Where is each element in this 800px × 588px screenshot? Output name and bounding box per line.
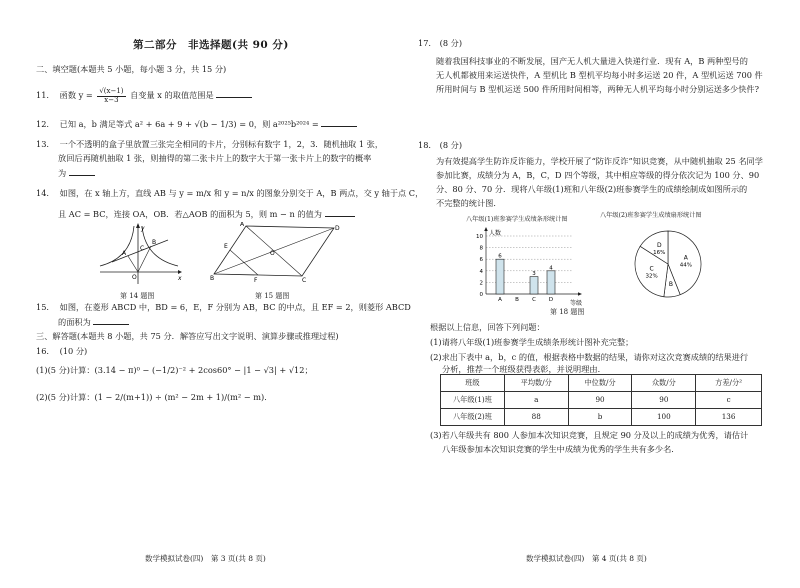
y-axis-arrow — [484, 227, 488, 231]
question-score: (8 分) — [439, 140, 463, 150]
table-cell: 90 — [632, 392, 696, 409]
question-16 — [36, 346, 87, 357]
figure-14-caption: 第 14 题图 — [120, 292, 155, 300]
x-tick-label: B — [515, 297, 519, 303]
answer-blank[interactable] — [321, 118, 357, 127]
vertex-c-label: C — [302, 277, 307, 282]
x-axis-arrow — [578, 292, 582, 296]
ask-3-line-2: 八年级参加本次知识竞赛的学生中成绩为优秀的学生共有多少名． — [442, 444, 680, 454]
q12-text: 已知 a，b 满足等式 a² + 6a + 9 + √(b − 1/3) = 0，则 a²⁰²⁵b²⁰²⁴ = — [59, 119, 319, 129]
pie-slice-percent: 44% — [679, 262, 692, 269]
question-14 — [36, 188, 423, 199]
q14-line-1: 如图，在 x 轴上方，直线 AB 与 y = m/x 和 y = n/x 的图象分别交于 A，B 两点，交 y 轴于点 C， — [59, 188, 424, 198]
table-cell: 八年级(2)班 — [441, 409, 505, 426]
table-header: 平均数/分 — [504, 375, 568, 392]
ask-3-line-1: (3)若八年级共有 800 人参加本次知识竞赛，且规定 90 分及以上的成绩为优秀，请估计 — [430, 430, 749, 440]
question-number: 12. — [36, 119, 50, 129]
bar — [530, 277, 538, 294]
q17-line-1: 随着我国科技事业的不断发展，国产无人机大量进入快递行业．现有 A，B 两种型号的 — [436, 56, 748, 66]
table-cell: a — [504, 392, 568, 409]
part-title: 第二部分 非选择题(共 90 分) — [133, 39, 289, 51]
table-cell: 八年级(1)班 — [441, 392, 505, 409]
section-3-heading: 三、解答题(本题共 8 小题，共 75 分．解答应写出文字说明、演算步骤或推理过程) — [36, 331, 339, 341]
point-b-label: B — [152, 239, 157, 246]
pie-slice-label: A — [683, 254, 688, 262]
page-footer: 数学模拟试卷(四) 第 3 页(共 8 页) — [145, 554, 266, 563]
figure-14-graph — [98, 222, 184, 286]
question-12 — [36, 118, 357, 130]
answer-blank[interactable] — [325, 208, 355, 217]
q15-line-2 — [58, 316, 129, 328]
y-axis-label: 人数 — [489, 230, 502, 237]
bar — [547, 271, 555, 294]
question-score: (8 分) — [439, 38, 463, 48]
question-number: 18. — [418, 140, 432, 150]
table-cell: 90 — [568, 392, 632, 409]
q15-line-1: 如图，在菱形 ABCD 中，BD = 6，E，F 分别为 AB，BC 的中点，且 EF = 2，则菱形 ABCD — [59, 302, 411, 312]
table-row — [441, 409, 762, 426]
table-header: 众数/分 — [632, 375, 696, 392]
question-number: 11. — [36, 90, 50, 101]
q14-line-2-text: 且 AC = BC，连接 OA，OB．若△AOB 的面积为 5，则 m − n 的值为 — [58, 209, 322, 219]
x-tick-label: C — [532, 297, 536, 303]
section-2-heading: 二、填空题(本题共 5 小题，每小题 3 分，共 15 分) — [36, 64, 227, 74]
q17-line-2: 无人机都被用来运送快件，A 型机比 B 型机平均每小时多运送 20 件，A 型机运送 700 件 — [436, 70, 763, 80]
pie-slice-label: C — [649, 265, 654, 273]
pie-slice-percent: 32% — [645, 273, 658, 280]
question-18 — [418, 140, 462, 151]
q18-line-3: 分、80 分、70 分．现将八年级(1)班和八年级(2)班参赛学生的成绩绘制成如图所示的 — [436, 184, 748, 194]
q13-line-3-text: 为 — [58, 168, 67, 178]
x-axis-arrow — [178, 270, 182, 274]
pie-slice-label: D — [656, 242, 662, 250]
table-header: 方差/分² — [696, 375, 762, 392]
table-cell: 100 — [632, 409, 696, 426]
y-tick-label: 6 — [479, 257, 483, 264]
question-13 — [36, 139, 383, 150]
question-number: 13. — [36, 139, 50, 149]
exam-page-4 — [400, 0, 800, 588]
question-11 — [36, 88, 252, 104]
question-number: 14. — [36, 188, 50, 198]
pie-slice-label: B — [668, 280, 673, 288]
question-17 — [418, 38, 462, 49]
table-cell: 88 — [504, 409, 568, 426]
bar-chart-title: 八年级(1)班参赛学生成绩条形统计图 — [466, 216, 568, 223]
point-e-label: E — [224, 243, 228, 250]
y-tick-label: 10 — [476, 234, 483, 240]
vertex-d-label: D — [335, 225, 340, 232]
question-number: 17. — [418, 38, 432, 48]
scores-table — [440, 374, 762, 426]
q15-line-2-text: 的面积为 — [58, 317, 91, 327]
answer-blank[interactable] — [93, 316, 129, 325]
table-header: 中位数/分 — [568, 375, 632, 392]
bar-value-label: 3 — [532, 271, 536, 278]
hyperbola-m — [142, 226, 178, 266]
segment-ef — [230, 250, 258, 275]
bar — [496, 259, 504, 294]
question-15 — [36, 302, 411, 313]
ask-intro: 根据以上信息，回答下列问题： — [430, 322, 545, 332]
question-number: 15. — [36, 302, 50, 312]
answer-blank[interactable] — [216, 89, 252, 98]
bar-value-label: 4 — [549, 265, 553, 272]
y-tick-label: 2 — [479, 280, 483, 287]
bar-value-label: 6 — [498, 253, 502, 260]
pie-chart — [632, 228, 704, 300]
ask-2-line-2: 分析，推荐一个班级获得表彰，并说明理由． — [442, 364, 606, 374]
x-label: x — [178, 275, 182, 282]
q14-line-2 — [58, 208, 355, 220]
fraction-denominator: x−3 — [104, 95, 119, 104]
figure-18-caption: 第 18 题图 — [550, 308, 585, 316]
q13-line-1: 一个不透明的盒子里放置三张完全相同的卡片，分别标有数字 1，2，3．随机抽取 1 张， — [59, 139, 384, 149]
x-tick-label: D — [548, 297, 554, 303]
vertex-a-label: A — [240, 222, 245, 228]
vertex-b-label: B — [210, 275, 215, 282]
y-tick-label: 8 — [479, 245, 483, 252]
origin-label: O — [132, 274, 137, 281]
ask-1: (1)请将八年级(1)班参赛学生成绩条形统计图补充完整； — [430, 337, 634, 347]
answer-blank[interactable] — [69, 167, 95, 176]
y-label: y — [141, 225, 145, 232]
question-number: 16. — [36, 346, 50, 356]
pie-chart-title: 八年级(2)班参赛学生成绩扇形统计图 — [600, 212, 702, 219]
q11-text: 函数 y = — [59, 90, 93, 101]
x-axis-label: 等级 — [570, 300, 583, 306]
q13-line-2: 放回后再随机抽取 1 张，则抽得的第二张卡片上的数字大于第一张卡片上的数字的概率 — [58, 153, 372, 163]
point-f-label: F — [254, 277, 258, 282]
figure-15-caption: 第 15 题图 — [255, 292, 290, 300]
q13-line-3 — [58, 167, 95, 179]
fraction-numerator: √(x−1) — [99, 87, 124, 95]
q11-fraction — [97, 88, 125, 104]
q18-line-2: 参加比赛，成绩分为 A，B，C，D 四个等级，其中相应等级的得分依次记为 100 分、90 — [436, 170, 760, 180]
table-row — [441, 392, 762, 409]
table-cell: c — [696, 392, 762, 409]
table-cell: 136 — [696, 409, 762, 426]
y-tick-label: 4 — [479, 268, 483, 275]
pie-slice-percent: 16% — [653, 250, 666, 257]
q18-line-1: 为有效提高学生防诈反诈能力，学校开展了“防诈反诈”知识竞赛，从中随机抽取 25 名同学 — [436, 156, 763, 166]
bar-chart — [464, 226, 596, 306]
q18-line-4: 不完整的统计图． — [436, 198, 502, 208]
y-axis-arrow — [136, 223, 140, 228]
figure-15-rhombus — [210, 222, 340, 282]
point-a-label: A — [122, 250, 127, 257]
q17-line-3: 所用时间与 B 型机运送 500 件所用时间相等，两种无人机平均每小时分别运送多少快件? — [436, 84, 760, 94]
segment-oa — [128, 256, 138, 272]
table-cell: b — [568, 409, 632, 426]
ask-2-line-1: (2)求出下表中 a，b，c 的值，根据表格中数据的结果，请你对这次竞赛成绩的结果进行 — [430, 352, 749, 362]
page-footer: 数学模拟试卷(四) 第 4 页(共 8 页) — [526, 554, 647, 563]
x-tick-label: A — [498, 297, 502, 303]
question-score: (10 分) — [59, 346, 88, 356]
q11-text-tail: 自变量 x 的取值范围是 — [130, 90, 214, 101]
center-o-label: O — [270, 250, 275, 257]
table-header-row — [441, 375, 762, 392]
table-header: 班级 — [441, 375, 505, 392]
q16-part-1: (1)(5 分)计算：(3.14 − π)⁰ − (−1/2)⁻² + 2cos60° − |1 − √3| + √12； — [36, 365, 313, 375]
y-tick-label: 0 — [479, 292, 483, 298]
q16-part-2: (2)(5 分)计算：(1 − 2/(m+1)) ÷ (m² − 2m + 1)/(m² − m)． — [36, 392, 273, 402]
point-c-label: C — [140, 245, 145, 252]
